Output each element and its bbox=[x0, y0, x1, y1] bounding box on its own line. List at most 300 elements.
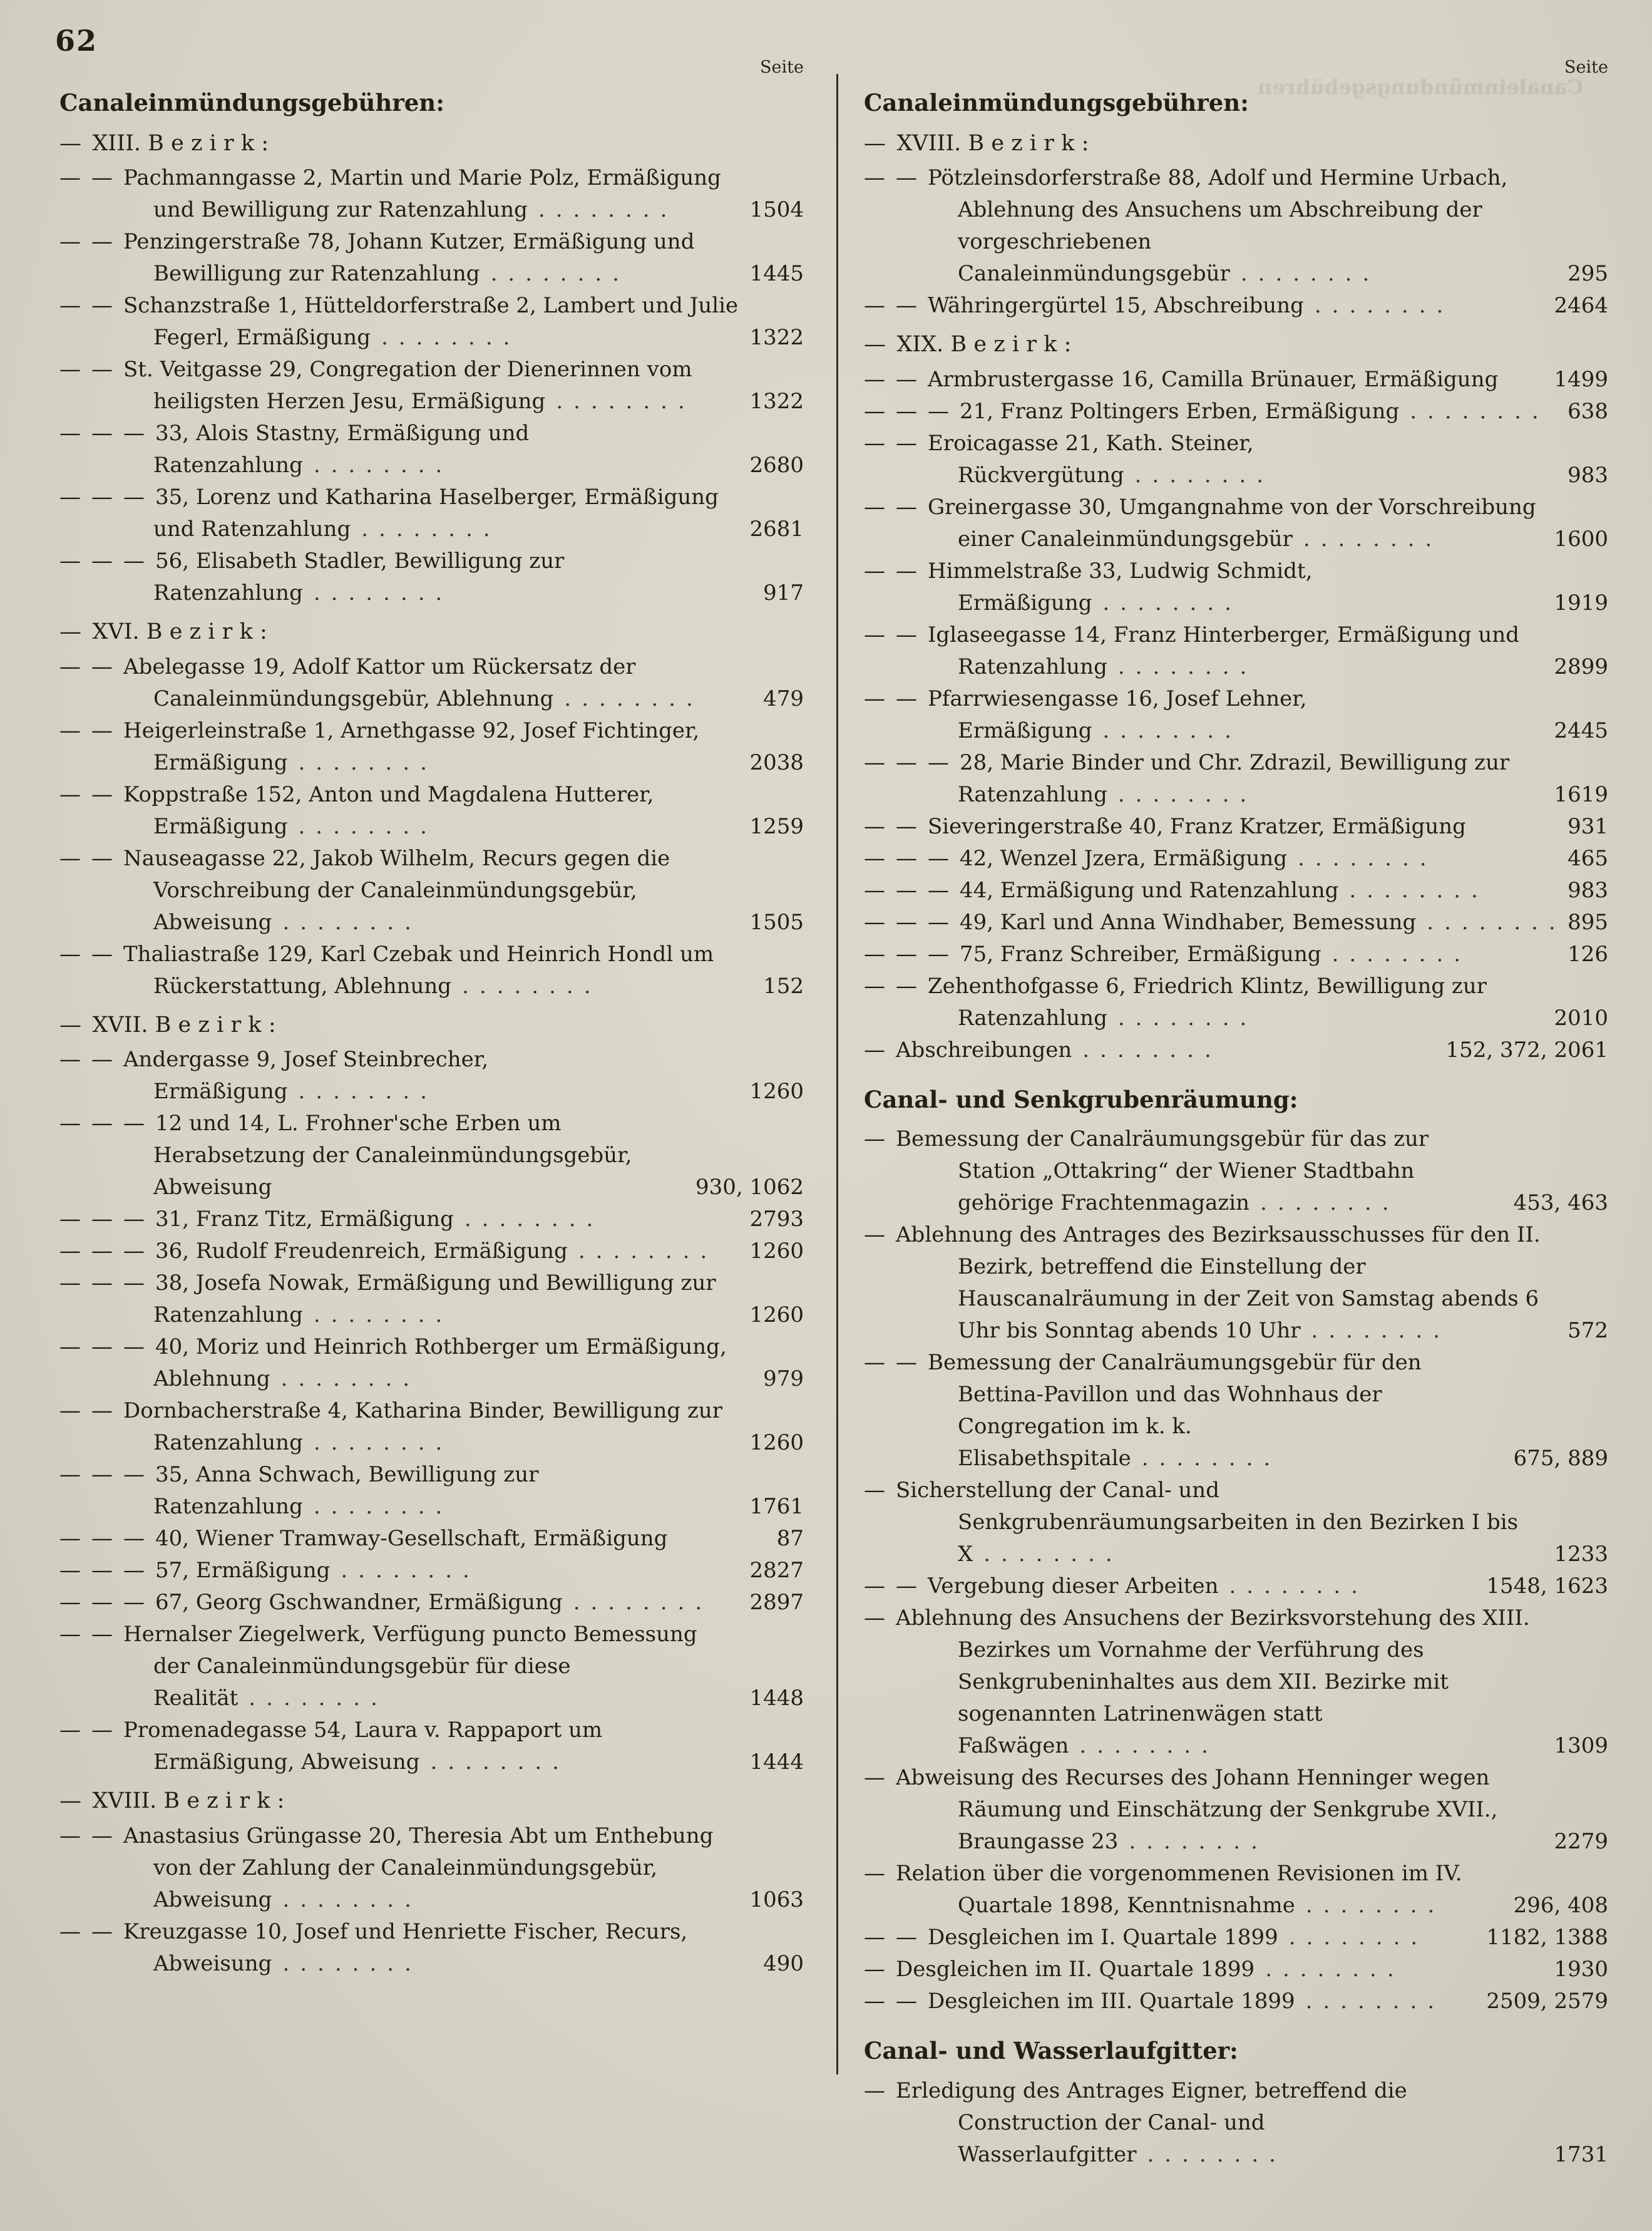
ditto-dashes: — — bbox=[864, 1989, 928, 2014]
dot-leader: . . . . . . . . bbox=[1229, 261, 1370, 286]
ditto-dashes: — bbox=[864, 2078, 896, 2103]
index-entry bbox=[864, 492, 1608, 555]
ditto-dashes: — — bbox=[59, 1718, 123, 1743]
entry-page-number: 2010 bbox=[1554, 1005, 1608, 1031]
ditto-dashes: — bbox=[59, 619, 93, 644]
index-entry bbox=[59, 354, 804, 418]
entry-text: 12 und 14, L. Frohner'sche Erben um Herabsetzung der Canaleinmündungsgebür, Abweisung bbox=[153, 1111, 632, 1200]
index-entry bbox=[864, 428, 1608, 492]
entry-text: Ablehnung des Antrages des Bezirksausschusses für den II. Bezirk, betreffend die Einstellung der Hauscanalräumung in der Zeit von Samstag abends 6 Uhr bis Sonntag abends 10 Uhr bbox=[896, 1222, 1541, 1343]
index-entry bbox=[59, 1916, 804, 1980]
index-entry bbox=[59, 1820, 804, 1916]
entry-text: Desgleichen im I. Quartale 1899 bbox=[928, 1925, 1278, 1950]
dot-leader: . . . . . . . . bbox=[238, 1686, 377, 1711]
ditto-dashes: — — — bbox=[864, 909, 960, 935]
ditto-dashes: — — bbox=[864, 558, 928, 584]
ditto-dashes: — — bbox=[864, 366, 928, 392]
dot-leader: . . . . . . . . bbox=[1338, 877, 1478, 903]
ditto-dashes: — — bbox=[864, 430, 928, 456]
entry-page-number: 1260 bbox=[749, 1079, 804, 1104]
index-entry bbox=[59, 1267, 804, 1331]
index-entry bbox=[59, 1619, 804, 1714]
entry-text: 35, Lorenz und Katharina Haselberger, Ermäßigung und Ratenzahlung bbox=[153, 485, 719, 542]
entry-page-number: 1499 bbox=[1554, 366, 1608, 392]
ditto-dashes: — — — bbox=[59, 549, 155, 574]
section-heading-text: Canaleinmündungsgebühren: bbox=[864, 89, 1249, 116]
ditto-dashes: — — bbox=[864, 813, 928, 839]
ditto-dashes: — — bbox=[59, 718, 123, 743]
section-heading-text: Canal- und Wasserlaufgitter: bbox=[864, 2037, 1238, 2064]
entry-text: Sicherstellung der Canal- und Senkgrubenräumungsarbeiten in den Bezirken I bis X bbox=[896, 1478, 1519, 1567]
entry-page-number: 2680 bbox=[749, 453, 804, 478]
entry-page-number: 2445 bbox=[1554, 718, 1608, 743]
index-entry bbox=[59, 1203, 804, 1235]
index-entry bbox=[59, 545, 804, 609]
ditto-dashes: — — bbox=[864, 1574, 928, 1599]
ditto-dashes: — — bbox=[59, 845, 123, 871]
dot-leader: . . . . . . . . bbox=[1249, 1190, 1389, 1215]
index-entry bbox=[864, 619, 1608, 683]
ditto-dashes: — — — bbox=[59, 1111, 155, 1136]
entry-text: 56, Elisabeth Stadler, Bewilligung zur Ratenzahlung bbox=[153, 549, 565, 605]
index-entry bbox=[59, 1523, 804, 1555]
ditto-dashes: — bbox=[864, 1037, 896, 1063]
entry-page-number: 2464 bbox=[1554, 293, 1608, 318]
entry-text: Desgleichen im III. Quartale 1899 bbox=[928, 1989, 1295, 2014]
ditto-dashes: — — bbox=[864, 973, 928, 999]
entry-text: Promenadegasse 54, Laura v. Rappaport um Ermäßigung, Abweisung bbox=[123, 1718, 603, 1775]
ditto-dashes: — — — bbox=[864, 941, 960, 967]
entry-text: 31, Franz Titz, Ermäßigung bbox=[155, 1207, 454, 1232]
dot-leader: . . . . . . . . bbox=[302, 580, 443, 605]
entry-page-number: 1444 bbox=[749, 1749, 804, 1775]
entry-page-number: 2793 bbox=[749, 1207, 804, 1232]
dot-leader: . . . . . . . . bbox=[272, 1950, 411, 1976]
district-numeral: XVIII. bbox=[92, 1788, 164, 1813]
column-right bbox=[864, 58, 1608, 2171]
ditto-dashes: — bbox=[59, 130, 93, 156]
ditto-dashes: — bbox=[864, 1861, 896, 1886]
dot-leader: . . . . . . . . bbox=[1303, 293, 1444, 318]
entry-page-number: 2681 bbox=[749, 517, 804, 542]
ditto-dashes: — — bbox=[59, 1919, 123, 1944]
entry-text: 33, Alois Stastny, Ermäßigung und Ratenzahlung bbox=[153, 421, 530, 478]
seite-label-right: Seite bbox=[1564, 58, 1608, 77]
entry-text: 42, Wenzel Jzera, Ermäßigung bbox=[960, 845, 1288, 871]
district-heading bbox=[59, 616, 804, 649]
ditto-dashes: — — bbox=[59, 165, 123, 190]
index-entry bbox=[864, 811, 1608, 843]
entry-page-number: 453, 463 bbox=[1513, 1190, 1608, 1215]
index-entry bbox=[59, 290, 804, 354]
district-heading bbox=[59, 1785, 804, 1818]
entries-right bbox=[864, 86, 1608, 2171]
entry-text: Bemessung der Canalräumungsgebür für den Bettina-Pavillon und das Wohnhaus der Congregation im k. k. Elisabethspitale bbox=[928, 1350, 1422, 1471]
entry-text: Sieveringerstraße 40, Franz Kratzer, Ermäßigung bbox=[928, 813, 1466, 839]
dot-leader: . . . . . . . . bbox=[1069, 1733, 1208, 1758]
index-entry bbox=[59, 1108, 804, 1203]
entry-text: 35, Anna Schwach, Bewilligung zur Ratenzahlung bbox=[153, 1462, 539, 1519]
ditto-dashes: — — bbox=[59, 229, 123, 254]
index-entry bbox=[864, 396, 1608, 428]
entry-page-number: 638 bbox=[1567, 398, 1608, 424]
ditto-dashes: — — bbox=[59, 654, 123, 679]
entry-page-number: 1063 bbox=[749, 1887, 804, 1912]
ditto-dashes: — — — bbox=[59, 485, 155, 510]
index-entry bbox=[59, 1395, 804, 1459]
index-entry bbox=[59, 939, 804, 1002]
index-entry bbox=[864, 364, 1608, 396]
entry-text: Penzingerstraße 78, Johann Kutzer, Ermäßigung und Bewilligung zur Ratenzahlung bbox=[123, 229, 695, 286]
index-entry bbox=[864, 875, 1608, 907]
index-entry bbox=[864, 162, 1608, 290]
entry-page-number: 1600 bbox=[1554, 526, 1608, 552]
dot-leader: . . . . . . . . bbox=[1295, 1989, 1435, 2014]
dot-leader: . . . . . . . . bbox=[1295, 1893, 1435, 1918]
dot-leader: . . . . . . . . bbox=[480, 261, 620, 286]
entry-text: Heigerleinstraße 1, Arnethgasse 92, Josef Fichtinger, Ermäßigung bbox=[123, 718, 700, 775]
section-heading bbox=[864, 86, 1608, 121]
entry-text: Iglaseegasse 14, Franz Hinterberger, Ermäßigung und Ratenzahlung bbox=[928, 622, 1519, 679]
ditto-dashes: — — bbox=[59, 293, 123, 318]
district-label: Bezirk: bbox=[163, 1788, 292, 1813]
entry-page-number: 1505 bbox=[749, 909, 804, 935]
district-numeral: XVII. bbox=[92, 1012, 155, 1038]
index-entry bbox=[59, 1044, 804, 1108]
index-entry bbox=[864, 290, 1608, 322]
dot-leader: . . . . . . . . bbox=[453, 1207, 593, 1232]
entry-page-number: 2509, 2579 bbox=[1486, 1989, 1608, 2014]
index-entry bbox=[59, 162, 804, 226]
dot-leader: . . . . . . . . bbox=[1107, 1005, 1247, 1031]
entry-text: Pötzleinsdorferstraße 88, Adolf und Hermine Urbach, Ablehnung des Ansuchens um Abschreibung der vorgeschriebenen Canaleinmündungsgebür bbox=[928, 165, 1508, 286]
dot-leader: . . . . . . . . bbox=[1278, 1925, 1418, 1950]
dot-leader: . . . . . . . . bbox=[1131, 1446, 1271, 1471]
dot-leader: . . . . . . . . bbox=[302, 1430, 443, 1455]
index-entry bbox=[59, 1587, 804, 1619]
district-heading bbox=[864, 328, 1608, 361]
entry-page-number: 675, 889 bbox=[1513, 1446, 1608, 1471]
column-left bbox=[59, 58, 804, 2171]
dot-leader: . . . . . . . . bbox=[1218, 1574, 1358, 1599]
dot-leader: . . . . . . . . bbox=[1118, 1829, 1258, 1854]
index-entry bbox=[864, 1123, 1608, 1219]
index-entry bbox=[864, 2075, 1608, 2171]
entry-text: Ablehnung des Ansuchens der Bezirksvorstehung des XIII. Bezirkes um Vornahme der Verführung des Senkgrubeninhaltes aus dem XII. Bezirke mit sogenannten Latrinenwägen statt Faßwägen bbox=[896, 1605, 1530, 1758]
index-entry bbox=[59, 1555, 804, 1587]
entry-page-number: 983 bbox=[1567, 877, 1608, 903]
entry-page-number: 2897 bbox=[749, 1590, 804, 1615]
entry-page-number: 465 bbox=[1567, 845, 1608, 871]
index-entry bbox=[864, 1219, 1608, 1347]
entry-page-number: 1731 bbox=[1554, 2141, 1608, 2167]
dot-leader: . . . . . . . . bbox=[451, 973, 591, 999]
ditto-dashes: — — bbox=[864, 293, 928, 318]
dot-leader: . . . . . . . . bbox=[1287, 845, 1427, 871]
entry-text: 38, Josefa Nowak, Ermäßigung und Bewilligung zur Ratenzahlung bbox=[153, 1270, 716, 1327]
district-heading bbox=[59, 1009, 804, 1042]
entry-page-number: 1260 bbox=[749, 1430, 804, 1455]
entry-page-number: 1322 bbox=[749, 325, 804, 350]
dot-leader: . . . . . . . . bbox=[287, 813, 427, 839]
index-entry bbox=[864, 1954, 1608, 1986]
entry-page-number: 572 bbox=[1567, 1318, 1608, 1343]
section-heading-text: Canaleinmündungsgebühren: bbox=[59, 89, 444, 116]
dot-leader: . . . . . . . . bbox=[562, 1590, 702, 1615]
index-entry bbox=[59, 843, 804, 939]
ditto-dashes: — — bbox=[59, 1398, 123, 1423]
entry-page-number: 931 bbox=[1567, 813, 1608, 839]
ditto-dashes: — bbox=[59, 1012, 93, 1038]
ditto-dashes: — bbox=[864, 1957, 896, 1982]
dot-leader: . . . . . . . . bbox=[1107, 781, 1247, 807]
page-number: 62 bbox=[55, 24, 98, 58]
entry-text: St. Veitgasse 29, Congregation der Dienerinnen vom heiligsten Herzen Jesu, Ermäßigung bbox=[123, 357, 692, 414]
ditto-dashes: — bbox=[864, 1765, 896, 1790]
dot-leader: . . . . . . . . bbox=[302, 453, 443, 478]
dot-leader: . . . . . . . . bbox=[302, 1302, 443, 1327]
index-entry bbox=[864, 1347, 1608, 1475]
entry-page-number: 1445 bbox=[749, 261, 804, 286]
entry-text: Währingergürtel 15, Abschreibung bbox=[928, 293, 1304, 318]
entry-text: 28, Marie Binder und Chr. Zdrazil, Bewilligung zur Ratenzahlung bbox=[958, 750, 1510, 807]
ditto-dashes: — — — bbox=[59, 1270, 155, 1296]
ditto-dashes: — — bbox=[864, 165, 928, 190]
entry-text: Nauseagasse 22, Jakob Wilhelm, Recurs gegen die Vorschreibung der Canaleinmündungsgebür, Abweisung bbox=[123, 845, 670, 935]
index-entry bbox=[59, 1235, 804, 1267]
entry-text: Greinergasse 30, Umgangnahme von der Vorschreibung einer Canaleinmündungsgebür bbox=[928, 494, 1536, 552]
dot-leader: . . . . . . . . bbox=[973, 1542, 1112, 1567]
entry-text: Pfarrwiesengasse 16, Josef Lehner, Ermäßigung bbox=[928, 686, 1307, 743]
dot-leader: . . . . . . . . bbox=[1399, 398, 1539, 424]
entry-page-number: 1260 bbox=[749, 1302, 804, 1327]
ditto-dashes: — — — bbox=[864, 750, 960, 775]
entry-text: Zehenthofgasse 6, Friedrich Klintz, Bewilligung zur Ratenzahlung bbox=[928, 973, 1487, 1031]
ditto-dashes: — — — bbox=[864, 877, 960, 903]
index-entry bbox=[59, 418, 804, 482]
ditto-dashes: — — bbox=[864, 686, 928, 711]
entry-page-number: 1322 bbox=[749, 389, 804, 414]
index-entry bbox=[864, 1762, 1608, 1858]
entry-page-number: 1548, 1623 bbox=[1486, 1574, 1608, 1599]
ditto-dashes: — — bbox=[59, 1823, 123, 1848]
district-label: Bezirk: bbox=[148, 130, 276, 156]
entry-page-number: 1182, 1388 bbox=[1486, 1925, 1608, 1950]
ditto-dashes: — — — bbox=[59, 1526, 155, 1551]
entry-text: 21, Franz Poltingers Erben, Ermäßigung bbox=[960, 398, 1400, 424]
entry-page-number: 490 bbox=[763, 1950, 804, 1976]
dot-leader: . . . . . . . . bbox=[567, 1239, 707, 1264]
dot-leader: . . . . . . . . bbox=[1321, 941, 1461, 967]
dot-leader: . . . . . . . . bbox=[1124, 462, 1264, 488]
section-heading bbox=[864, 1083, 1608, 1118]
entry-page-number: 1761 bbox=[749, 1494, 804, 1519]
dot-leader: . . . . . . . . bbox=[545, 389, 685, 414]
district-numeral: XIII. bbox=[92, 130, 148, 156]
district-numeral: XIX. bbox=[896, 332, 951, 357]
entry-page-number: 983 bbox=[1567, 462, 1608, 488]
dot-leader: . . . . . . . . bbox=[1107, 654, 1247, 679]
index-entry bbox=[864, 939, 1608, 971]
district-label: Bezirk: bbox=[950, 332, 1079, 357]
entry-text: 67, Georg Gschwandner, Ermäßigung bbox=[155, 1590, 563, 1615]
ditto-dashes: — bbox=[864, 1478, 896, 1503]
entry-page-number: 87 bbox=[776, 1526, 804, 1551]
columns-container bbox=[59, 58, 1608, 2171]
entry-text: Schanzstraße 1, Hütteldorferstraße 2, Lambert und Julie Fegerl, Ermäßigung bbox=[123, 293, 739, 350]
index-entry bbox=[59, 715, 804, 779]
entry-text: Himmelstraße 33, Ludwig Schmidt, Ermäßigung bbox=[928, 558, 1313, 616]
ditto-dashes: — — bbox=[59, 941, 123, 967]
index-entry bbox=[864, 1602, 1608, 1762]
index-entry bbox=[864, 1570, 1608, 1602]
district-numeral: XVI. bbox=[92, 619, 146, 644]
index-entry bbox=[864, 1858, 1608, 1922]
entry-page-number: 930, 1062 bbox=[695, 1175, 804, 1200]
index-entry bbox=[59, 1459, 804, 1523]
entry-page-number: 1233 bbox=[1554, 1542, 1608, 1567]
entry-page-number: 1619 bbox=[1554, 781, 1608, 807]
entry-page-number: 152 bbox=[763, 973, 804, 999]
entry-text: 75, Franz Schreiber, Ermäßigung bbox=[960, 941, 1321, 967]
ditto-dashes: — — bbox=[864, 494, 928, 520]
ditto-dashes: — — bbox=[59, 781, 123, 807]
ditto-dashes: — — bbox=[59, 357, 123, 382]
entry-page-number: 895 bbox=[1567, 909, 1608, 935]
ditto-dashes: — — bbox=[864, 622, 928, 647]
dot-leader: . . . . . . . . bbox=[351, 517, 490, 542]
entry-page-number: 2899 bbox=[1554, 654, 1608, 679]
ditto-dashes: — — — bbox=[59, 421, 155, 446]
dot-leader: . . . . . . . . bbox=[287, 1079, 427, 1104]
district-label: Bezirk: bbox=[968, 130, 1096, 156]
entry-text: Eroicagasse 21, Kath. Steiner, Rückvergütung bbox=[928, 430, 1254, 488]
entry-text: 40, Moriz und Heinrich Rothberger um Ermäßigung, Ablehnung bbox=[153, 1334, 727, 1391]
entry-page-number: 152, 372, 2061 bbox=[1445, 1037, 1608, 1063]
district-label: Bezirk: bbox=[155, 1012, 283, 1038]
ditto-dashes: — — — bbox=[864, 845, 960, 871]
index-entry bbox=[59, 1714, 804, 1778]
entry-text: Vergebung dieser Arbeiten bbox=[928, 1574, 1219, 1599]
dot-leader: . . . . . . . . bbox=[1092, 718, 1231, 743]
entry-text: Kreuzgasse 10, Josef und Henriette Fischer, Recurs, Abweisung bbox=[123, 1919, 688, 1976]
dot-leader: . . . . . . . . bbox=[1136, 2141, 1276, 2167]
index-entry bbox=[864, 1986, 1608, 2017]
dot-leader: . . . . . . . . bbox=[287, 750, 427, 775]
entry-text: Relation über die vorgenommenen Revisionen im IV. Quartale 1898, Kenntnisnahme bbox=[896, 1861, 1462, 1918]
dot-leader: . . . . . . . . bbox=[270, 1366, 410, 1391]
ditto-dashes: — bbox=[864, 1222, 896, 1247]
entry-text: Armbrustergasse 16, Camilla Brünauer, Ermäßigung bbox=[928, 366, 1499, 392]
entry-text: Abelegasse 19, Adolf Kattor um Rückersatz der Canaleinmündungsgebür, Ablehnung bbox=[123, 654, 636, 711]
entry-page-number: 1504 bbox=[749, 197, 804, 222]
entry-page-number: 1919 bbox=[1554, 590, 1608, 616]
ditto-dashes: — — — bbox=[59, 1558, 155, 1583]
entry-page-number: 1309 bbox=[1554, 1733, 1608, 1758]
ditto-dashes: — — — bbox=[59, 1462, 155, 1487]
index-entry bbox=[864, 1922, 1608, 1954]
entry-text: Abschreibungen bbox=[896, 1037, 1072, 1063]
index-entry bbox=[864, 683, 1608, 747]
index-entry bbox=[59, 779, 804, 843]
index-entry bbox=[59, 226, 804, 290]
entry-page-number: 917 bbox=[763, 580, 804, 605]
dot-leader: . . . . . . . . bbox=[302, 1494, 443, 1519]
entry-page-number: 296, 408 bbox=[1513, 1893, 1608, 1918]
dot-leader: . . . . . . . . bbox=[1416, 909, 1556, 935]
ditto-dashes: — — — bbox=[864, 398, 960, 424]
dot-leader: . . . . . . . . bbox=[272, 1887, 411, 1912]
seite-label-left: Seite bbox=[760, 58, 804, 77]
district-heading bbox=[864, 127, 1608, 160]
entry-text: Anastasius Grüngasse 20, Theresia Abt um Enthebung von der Zahlung der Canaleinmündungsgebür, Abweisung bbox=[123, 1823, 714, 1912]
entry-page-number: 1260 bbox=[749, 1239, 804, 1264]
entry-page-number: 479 bbox=[763, 686, 804, 711]
dot-leader: . . . . . . . . bbox=[1254, 1957, 1394, 1982]
entry-text: Abweisung des Recurses des Johann Henninger wegen Räumung und Einschätzung der Senkgrube XVII., Braungasse 23 bbox=[896, 1765, 1498, 1854]
entry-text: 49, Karl und Anna Windhaber, Bemessung bbox=[960, 909, 1417, 935]
ditto-dashes: — — — bbox=[59, 1590, 155, 1615]
index-entry bbox=[864, 971, 1608, 1034]
entry-text: Pachmanngasse 2, Martin und Marie Polz, Ermäßigung und Bewilligung zur Ratenzahlung bbox=[123, 165, 721, 222]
entry-text: Koppstraße 152, Anton und Magdalena Hutterer, Ermäßigung bbox=[123, 781, 654, 839]
ditto-dashes: — — bbox=[59, 1622, 123, 1647]
section-heading bbox=[59, 86, 804, 121]
dot-leader: . . . . . . . . bbox=[1292, 526, 1432, 552]
dot-leader: . . . . . . . . bbox=[1300, 1318, 1440, 1343]
section-heading bbox=[864, 2034, 1608, 2069]
entry-text: Desgleichen im II. Quartale 1899 bbox=[896, 1957, 1255, 1982]
index-entry bbox=[864, 1475, 1608, 1570]
ditto-dashes: — — bbox=[864, 1925, 928, 1950]
ditto-dashes: — bbox=[864, 1605, 896, 1631]
entry-text: Bemessung der Canalräumungsgebür für das zur Station „Ottakring“ der Wiener Stadtbahn gehörige Frachtenmagazin bbox=[896, 1126, 1429, 1215]
entry-text: Thaliastraße 129, Karl Czebak und Heinrich Hondl um Rückerstattung, Ablehnung bbox=[123, 941, 714, 999]
ditto-dashes: — bbox=[864, 130, 897, 156]
ditto-dashes: — bbox=[864, 332, 897, 357]
dot-leader: . . . . . . . . bbox=[272, 909, 411, 935]
entry-text: Dornbacherstraße 4, Katharina Binder, Bewilligung zur Ratenzahlung bbox=[123, 1398, 723, 1455]
entry-page-number: 126 bbox=[1567, 941, 1608, 967]
district-label: Bezirk: bbox=[146, 619, 274, 644]
entry-page-number: 979 bbox=[763, 1366, 804, 1391]
dot-leader: . . . . . . . . bbox=[419, 1749, 559, 1775]
section-heading-text: Canal- und Senkgrubenräumung: bbox=[864, 1085, 1298, 1113]
entry-text: Hernalser Ziegelwerk, Verfügung puncto Bemessung der Canaleinmündungsgebür für diese Realität bbox=[123, 1622, 697, 1711]
dot-leader: . . . . . . . . bbox=[553, 686, 693, 711]
index-entry bbox=[59, 482, 804, 545]
bleed-through-text: Canaleinmündungsgebühren bbox=[1258, 75, 1583, 99]
entry-text: Erledigung des Antrages Eigner, betreffend die Construction der Canal- und Wasserlaufgitter bbox=[896, 2078, 1407, 2167]
entry-page-number: 1930 bbox=[1554, 1957, 1608, 1982]
index-entry bbox=[864, 907, 1608, 939]
entry-page-number: 1448 bbox=[749, 1686, 804, 1711]
index-entry bbox=[864, 555, 1608, 619]
entry-page-number: 295 bbox=[1567, 261, 1608, 286]
ditto-dashes: — — — bbox=[59, 1239, 155, 1264]
index-entry bbox=[864, 747, 1608, 811]
dot-leader: . . . . . . . . bbox=[370, 325, 510, 350]
entry-text: Andergasse 9, Josef Steinbrecher, Ermäßigung bbox=[123, 1047, 489, 1104]
entry-page-number: 2038 bbox=[749, 750, 804, 775]
district-heading bbox=[59, 127, 804, 160]
dot-leader: . . . . . . . . bbox=[1072, 1037, 1211, 1063]
dot-leader: . . . . . . . . bbox=[1092, 590, 1231, 616]
index-entry bbox=[864, 1034, 1608, 1066]
entry-page-number: 2827 bbox=[749, 1558, 804, 1583]
index-entry bbox=[59, 651, 804, 715]
ditto-dashes: — — bbox=[864, 1350, 928, 1375]
